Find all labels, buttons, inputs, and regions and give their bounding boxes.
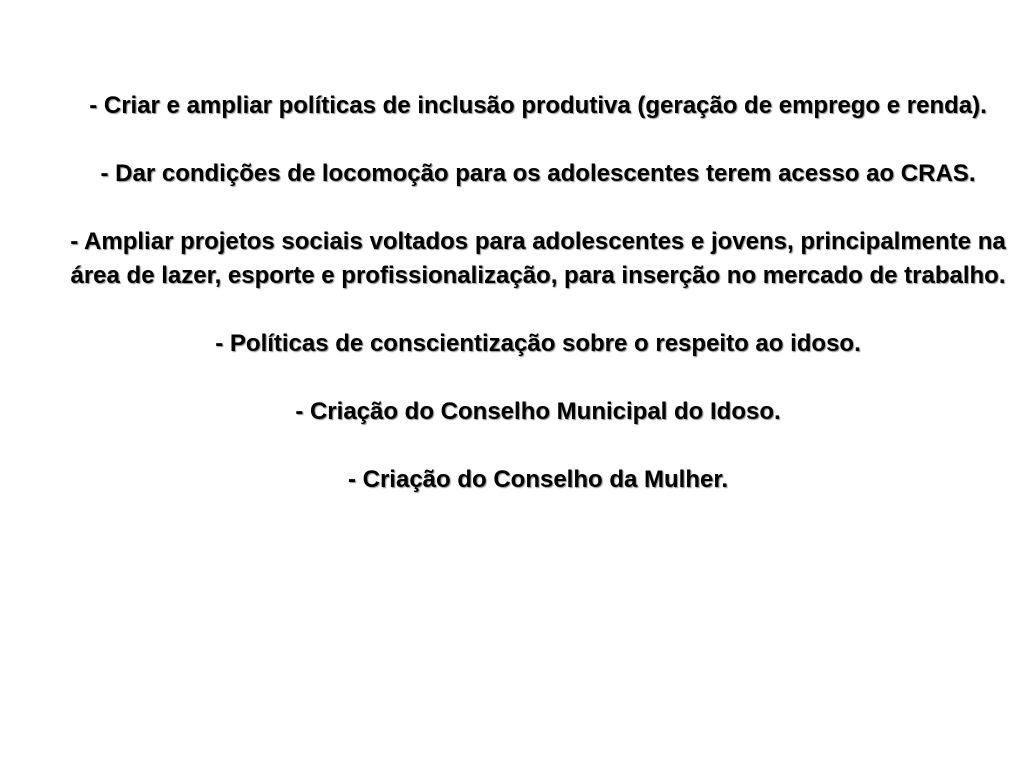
slide-body [62,89,1014,497]
bullet-respeito-idoso: - Políticas de conscientização sobre o respeito ao idoso. [215,330,861,357]
bullet-locomocao-cras: - Dar condições de locomoção para os adolescentes terem acesso ao CRAS. [100,160,976,187]
bullet-conselho-mulher: - Criação do Conselho da Mulher. [347,466,729,493]
bullet-inclusao-produtiva: - Criar e ampliar políticas de inclusão produtiva (geração de emprego e renda). [89,92,987,119]
bullet-projetos-sociais: - Ampliar projetos sociais voltados para adolescentes e jovens, principalmente na área de lazer, esporte e profissionalização, para inserção no mercado de trabalho. [70,228,1006,289]
bullet-conselho-idoso: - Criação do Conselho Municipal do Idoso. [295,398,781,425]
